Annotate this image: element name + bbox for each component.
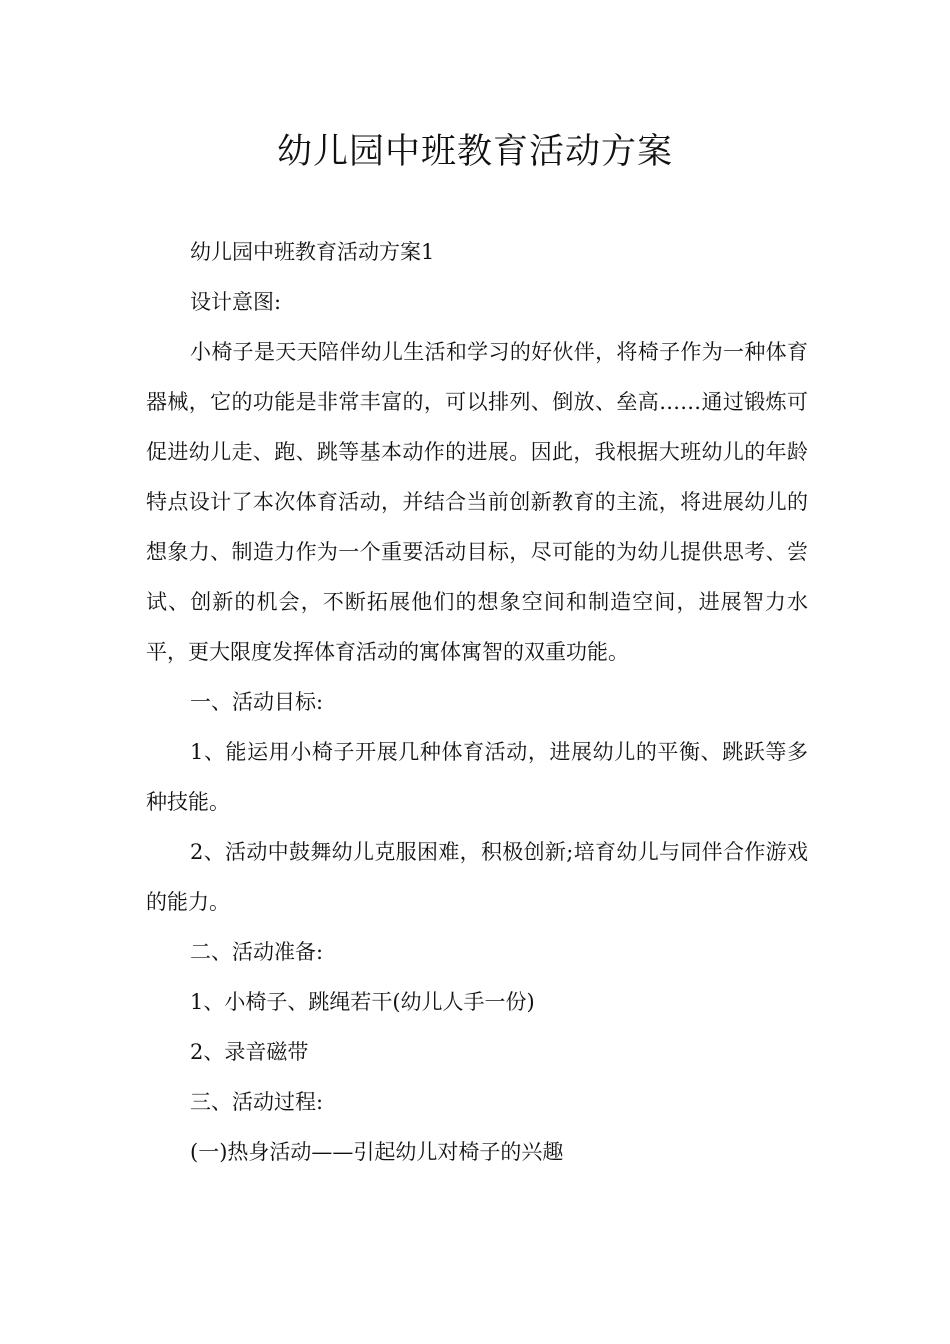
process-step-1: (一)热身活动——引起幼儿对椅子的兴趣 <box>190 1140 564 1164</box>
process-heading: 三、活动过程: <box>190 1090 324 1114</box>
goal-item-1: 1、能运用小椅子开展几种体育活动，进展幼儿的平衡、跳跃等多种技能。 <box>146 740 808 814</box>
preparation-item-1: 1、小椅子、跳绳若干(幼儿人手一份) <box>190 990 535 1014</box>
section-heading: 幼儿园中班教育活动方案1 <box>190 240 435 264</box>
design-intent-heading: 设计意图: <box>190 290 282 314</box>
preparation-heading: 二、活动准备: <box>190 940 324 964</box>
goal-item-2: 2、活动中鼓舞幼儿克服困难，积极创新;培育幼儿与同伴合作游戏的能力。 <box>146 840 808 914</box>
goals-heading: 一、活动目标: <box>190 690 324 714</box>
design-intent-paragraph: 小椅子是天天陪伴幼儿生活和学习的好伙伴，将椅子作为一种体育器械，它的功能是非常丰富的，可以排列、倒放、垒高……通过锻炼可促进幼儿走、跑、跳等基本动作的进展。因此，我根据大班幼儿的年龄特点设计了本次体育活动，并结合当前创新教育的主流，将进展幼儿的想象力、制造力作为一个重要活动目标，尽可能的为幼儿提供思考、尝试、创新的机会，不断拓展他们的想象空间和制造空间，进展智力水平，更大限度发挥体育活动的寓体寓智的双重功能。 <box>146 340 808 664</box>
preparation-item-2: 2、录音磁带 <box>190 1040 309 1064</box>
document-body <box>146 227 808 1177</box>
document-title: 幼儿园中班教育活动方案 <box>276 132 673 172</box>
